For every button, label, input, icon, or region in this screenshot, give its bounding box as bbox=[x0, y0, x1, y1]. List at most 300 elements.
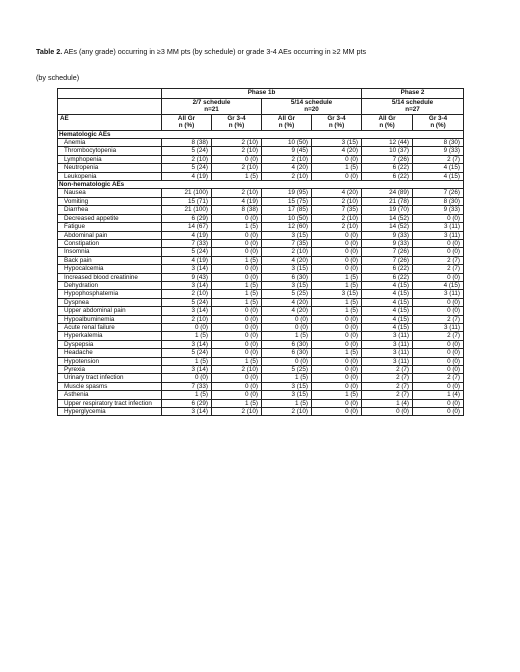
col-header-gr34 bbox=[413, 114, 464, 130]
value-cell: 2 (7) bbox=[362, 391, 413, 399]
table-row bbox=[58, 164, 464, 172]
value-cell: 5 (24) bbox=[162, 298, 212, 306]
value-cell: 10 (50) bbox=[262, 139, 312, 147]
value-cell: 7 (26) bbox=[362, 256, 413, 264]
value-cell: 0 (0) bbox=[413, 382, 464, 390]
value-cell: 2 (10) bbox=[312, 197, 362, 205]
value-cell: 0 (0) bbox=[212, 332, 262, 340]
value-cell: 1 (5) bbox=[312, 307, 362, 315]
value-cell: 1 (5) bbox=[212, 172, 262, 180]
all-gr-label: All Gr bbox=[177, 114, 196, 122]
value-cell: 6 (29) bbox=[162, 214, 212, 222]
gr34-label: Gr 3-4 bbox=[327, 114, 346, 122]
value-cell: 0 (0) bbox=[362, 408, 413, 416]
table-row bbox=[58, 315, 464, 323]
col-header-all-gr bbox=[362, 114, 413, 130]
value-cell: 1 (5) bbox=[312, 298, 362, 306]
value-cell: 0 (0) bbox=[312, 323, 362, 331]
value-cell: 2 (7) bbox=[362, 382, 413, 390]
value-cell: 6 (22) bbox=[362, 273, 413, 281]
value-cell: 21 (100) bbox=[162, 189, 212, 197]
value-cell: 0 (0) bbox=[413, 248, 464, 256]
value-cell: 0 (0) bbox=[212, 214, 262, 222]
header-row-columns bbox=[58, 114, 464, 130]
value-cell: 6 (30) bbox=[262, 349, 312, 357]
value-cell: 0 (0) bbox=[312, 231, 362, 239]
ae-name-cell: Urinary tract infection bbox=[58, 374, 162, 382]
value-cell: 1 (5) bbox=[262, 332, 312, 340]
value-cell: 7 (26) bbox=[413, 189, 464, 197]
value-cell: 0 (0) bbox=[212, 248, 262, 256]
value-cell: 0 (0) bbox=[312, 399, 362, 407]
value-cell: 2 (10) bbox=[262, 155, 312, 163]
value-cell: 1 (5) bbox=[212, 298, 262, 306]
value-cell: 1 (5) bbox=[162, 332, 212, 340]
value-cell: 2 (7) bbox=[413, 265, 464, 273]
value-cell: 4 (15) bbox=[413, 164, 464, 172]
table-caption bbox=[36, 39, 496, 91]
value-cell: 7 (35) bbox=[262, 239, 312, 247]
value-cell: 0 (0) bbox=[212, 265, 262, 273]
value-cell: 0 (0) bbox=[312, 265, 362, 273]
value-cell: 0 (0) bbox=[413, 307, 464, 315]
value-cell: 1 (4) bbox=[413, 391, 464, 399]
value-cell: 3 (11) bbox=[362, 340, 413, 348]
table-row bbox=[58, 273, 464, 281]
table-row bbox=[58, 206, 464, 214]
value-cell: 15 (71) bbox=[162, 197, 212, 205]
value-cell: 3 (14) bbox=[162, 408, 212, 416]
value-cell: 12 (44) bbox=[362, 139, 413, 147]
schedule-c-header bbox=[362, 99, 464, 115]
value-cell: 9 (43) bbox=[162, 273, 212, 281]
value-cell: 1 (5) bbox=[212, 223, 262, 231]
section-row bbox=[58, 130, 464, 138]
value-cell: 1 (5) bbox=[162, 357, 212, 365]
ae-name-cell: Thrombocytopenia bbox=[58, 147, 162, 155]
section-row bbox=[58, 181, 464, 189]
value-cell: 0 (0) bbox=[413, 340, 464, 348]
value-cell: 2 (10) bbox=[262, 408, 312, 416]
table-row bbox=[58, 374, 464, 382]
table-row bbox=[58, 307, 464, 315]
value-cell: 0 (0) bbox=[413, 214, 464, 222]
n-pct-label: n (%) bbox=[328, 122, 345, 130]
value-cell: 8 (38) bbox=[212, 206, 262, 214]
ae-name-cell: Lymphopenia bbox=[58, 155, 162, 163]
value-cell: 2 (10) bbox=[162, 315, 212, 323]
value-cell: 0 (0) bbox=[413, 349, 464, 357]
table-row bbox=[58, 382, 464, 390]
value-cell: 3 (11) bbox=[362, 349, 413, 357]
value-cell: 0 (0) bbox=[212, 340, 262, 348]
value-cell: 4 (15) bbox=[362, 323, 413, 331]
value-cell: 2 (10) bbox=[212, 147, 262, 155]
value-cell: 0 (0) bbox=[413, 408, 464, 416]
phase2-header: Phase 2 bbox=[362, 89, 464, 99]
value-cell: 0 (0) bbox=[212, 231, 262, 239]
value-cell: 10 (50) bbox=[262, 214, 312, 222]
value-cell: 4 (15) bbox=[413, 172, 464, 180]
value-cell: 12 (60) bbox=[262, 223, 312, 231]
header-row-phase bbox=[58, 89, 464, 99]
value-cell: 0 (0) bbox=[312, 256, 362, 264]
ae-name-cell: Constipation bbox=[58, 239, 162, 247]
value-cell: 8 (30) bbox=[413, 197, 464, 205]
caption-line-2: (by schedule) bbox=[36, 73, 80, 82]
value-cell: 0 (0) bbox=[162, 323, 212, 331]
value-cell: 0 (0) bbox=[312, 172, 362, 180]
ae-name-cell: Anemia bbox=[58, 139, 162, 147]
col-header-all-gr bbox=[262, 114, 312, 130]
value-cell: 21 (78) bbox=[362, 197, 413, 205]
n-pct-label: n (%) bbox=[379, 122, 395, 130]
table-row bbox=[58, 248, 464, 256]
value-cell: 3 (11) bbox=[362, 357, 413, 365]
value-cell: 4 (15) bbox=[413, 281, 464, 289]
value-cell: 6 (22) bbox=[362, 172, 413, 180]
value-cell: 0 (0) bbox=[312, 357, 362, 365]
value-cell: 0 (0) bbox=[312, 239, 362, 247]
value-cell: 0 (0) bbox=[212, 323, 262, 331]
value-cell: 0 (0) bbox=[413, 366, 464, 374]
value-cell: 3 (15) bbox=[262, 382, 312, 390]
value-cell: 0 (0) bbox=[312, 408, 362, 416]
value-cell: 4 (15) bbox=[362, 307, 413, 315]
value-cell: 4 (19) bbox=[162, 231, 212, 239]
value-cell: 8 (30) bbox=[413, 139, 464, 147]
ae-name-cell: Diarrhea bbox=[58, 206, 162, 214]
value-cell: 4 (20) bbox=[262, 256, 312, 264]
caption-text: AEs (any grade) occurring in ≥3 MM pts (by schedule) or grade 3-4 AEs occurring in ≥2 MM pts bbox=[62, 47, 367, 56]
section-title: Non-hematologic AEs bbox=[58, 181, 464, 189]
value-cell: 5 (24) bbox=[162, 349, 212, 357]
value-cell: 0 (0) bbox=[212, 382, 262, 390]
value-cell: 10 (37) bbox=[362, 147, 413, 155]
value-cell: 4 (20) bbox=[262, 307, 312, 315]
value-cell: 3 (15) bbox=[312, 290, 362, 298]
value-cell: 1 (4) bbox=[362, 399, 413, 407]
value-cell: 9 (33) bbox=[362, 231, 413, 239]
ae-name-cell: Abdominal pain bbox=[58, 231, 162, 239]
ae-name-cell: Hypotension bbox=[58, 357, 162, 365]
table-row bbox=[58, 155, 464, 163]
value-cell: 0 (0) bbox=[212, 155, 262, 163]
value-cell: 0 (0) bbox=[312, 374, 362, 382]
all-gr-label: All Gr bbox=[277, 114, 296, 122]
ae-name-cell: Insomnia bbox=[58, 248, 162, 256]
value-cell: 0 (0) bbox=[413, 239, 464, 247]
ae-column-header: AE bbox=[58, 114, 162, 130]
table-row bbox=[58, 366, 464, 374]
ae-name-cell: Decreased appetite bbox=[58, 214, 162, 222]
value-cell: 17 (85) bbox=[262, 206, 312, 214]
value-cell: 15 (75) bbox=[262, 197, 312, 205]
value-cell: 4 (15) bbox=[362, 281, 413, 289]
value-cell: 6 (30) bbox=[262, 273, 312, 281]
value-cell: 4 (15) bbox=[362, 315, 413, 323]
value-cell: 0 (0) bbox=[262, 315, 312, 323]
value-cell: 2 (7) bbox=[413, 332, 464, 340]
value-cell: 2 (10) bbox=[212, 408, 262, 416]
value-cell: 3 (15) bbox=[262, 391, 312, 399]
ae-name-cell: Hypocalcemia bbox=[58, 265, 162, 273]
value-cell: 0 (0) bbox=[312, 332, 362, 340]
value-cell: 0 (0) bbox=[312, 155, 362, 163]
value-cell: 7 (35) bbox=[312, 206, 362, 214]
value-cell: 4 (20) bbox=[262, 298, 312, 306]
table-row bbox=[58, 340, 464, 348]
table-row bbox=[58, 357, 464, 365]
value-cell: 14 (52) bbox=[362, 223, 413, 231]
col-header-gr34 bbox=[212, 114, 262, 130]
n-pct-label: n (%) bbox=[228, 122, 245, 130]
value-cell: 6 (30) bbox=[262, 340, 312, 348]
value-cell: 0 (0) bbox=[212, 349, 262, 357]
value-cell: 0 (0) bbox=[212, 273, 262, 281]
table-row bbox=[58, 189, 464, 197]
col-header-all-gr bbox=[162, 114, 212, 130]
value-cell: 3 (14) bbox=[162, 340, 212, 348]
ae-name-cell: Vomiting bbox=[58, 197, 162, 205]
ae-name-cell: Dyspnea bbox=[58, 298, 162, 306]
value-cell: 24 (89) bbox=[362, 189, 413, 197]
value-cell: 4 (20) bbox=[312, 189, 362, 197]
table-row bbox=[58, 265, 464, 273]
schedule-a-n: n=21 bbox=[204, 106, 219, 114]
value-cell: 0 (0) bbox=[312, 382, 362, 390]
value-cell: 9 (33) bbox=[413, 147, 464, 155]
schedule-c-n: n=27 bbox=[405, 106, 420, 114]
schedule-a-header bbox=[162, 99, 262, 115]
value-cell: 9 (33) bbox=[362, 239, 413, 247]
value-cell: 6 (29) bbox=[162, 399, 212, 407]
value-cell: 0 (0) bbox=[312, 366, 362, 374]
value-cell: 7 (26) bbox=[362, 155, 413, 163]
table-row bbox=[58, 256, 464, 264]
ae-name-cell: Hypophosphatemia bbox=[58, 290, 162, 298]
value-cell: 8 (38) bbox=[162, 139, 212, 147]
table-row bbox=[58, 399, 464, 407]
table-row bbox=[58, 332, 464, 340]
value-cell: 2 (7) bbox=[413, 155, 464, 163]
value-cell: 4 (20) bbox=[312, 147, 362, 155]
value-cell: 1 (5) bbox=[262, 374, 312, 382]
value-cell: 2 (7) bbox=[362, 366, 413, 374]
value-cell: 0 (0) bbox=[212, 239, 262, 247]
gr34-label: Gr 3-4 bbox=[227, 114, 246, 122]
value-cell: 0 (0) bbox=[212, 391, 262, 399]
n-pct-label: n (%) bbox=[178, 122, 195, 130]
ae-name-cell: Upper abdominal pain bbox=[58, 307, 162, 315]
value-cell: 0 (0) bbox=[413, 357, 464, 365]
ae-name-cell: Acute renal failure bbox=[58, 323, 162, 331]
table-row bbox=[58, 172, 464, 180]
table-row bbox=[58, 391, 464, 399]
value-cell: 4 (15) bbox=[362, 298, 413, 306]
value-cell: 3 (11) bbox=[413, 323, 464, 331]
value-cell: 3 (15) bbox=[262, 281, 312, 289]
value-cell: 4 (19) bbox=[162, 172, 212, 180]
value-cell: 2 (10) bbox=[162, 155, 212, 163]
ae-name-cell: Fatigue bbox=[58, 223, 162, 231]
value-cell: 2 (10) bbox=[162, 290, 212, 298]
value-cell: 2 (10) bbox=[262, 248, 312, 256]
value-cell: 1 (5) bbox=[262, 399, 312, 407]
value-cell: 0 (0) bbox=[212, 315, 262, 323]
header-row-schedule bbox=[58, 99, 464, 115]
table-row bbox=[58, 214, 464, 222]
table-body bbox=[58, 89, 464, 416]
ae-name-cell: Hyperkalemia bbox=[58, 332, 162, 340]
value-cell: 2 (7) bbox=[362, 374, 413, 382]
value-cell: 1 (5) bbox=[212, 399, 262, 407]
ae-name-cell: Increased blood creatinine bbox=[58, 273, 162, 281]
value-cell: 1 (5) bbox=[312, 349, 362, 357]
value-cell: 0 (0) bbox=[212, 374, 262, 382]
value-cell: 0 (0) bbox=[413, 273, 464, 281]
value-cell: 5 (24) bbox=[162, 147, 212, 155]
value-cell: 9 (33) bbox=[413, 206, 464, 214]
value-cell: 4 (19) bbox=[162, 256, 212, 264]
value-cell: 4 (20) bbox=[262, 164, 312, 172]
value-cell: 0 (0) bbox=[312, 248, 362, 256]
value-cell: 0 (0) bbox=[413, 298, 464, 306]
value-cell: 3 (11) bbox=[413, 231, 464, 239]
schedule-c-label: 5/14 schedule bbox=[391, 99, 434, 106]
col-header-gr34 bbox=[312, 114, 362, 130]
value-cell: 14 (67) bbox=[162, 223, 212, 231]
value-cell: 5 (25) bbox=[262, 290, 312, 298]
value-cell: 3 (15) bbox=[262, 265, 312, 273]
value-cell: 14 (52) bbox=[362, 214, 413, 222]
table-row bbox=[58, 139, 464, 147]
gr34-label: Gr 3-4 bbox=[428, 114, 448, 122]
value-cell: 1 (5) bbox=[312, 164, 362, 172]
value-cell: 3 (15) bbox=[262, 231, 312, 239]
ae-name-cell: Back pain bbox=[58, 256, 162, 264]
value-cell: 3 (14) bbox=[162, 307, 212, 315]
table-row bbox=[58, 323, 464, 331]
value-cell: 2 (10) bbox=[312, 214, 362, 222]
ae-name-cell: Hypoalbuminemia bbox=[58, 315, 162, 323]
value-cell: 19 (95) bbox=[262, 189, 312, 197]
value-cell: 1 (5) bbox=[312, 391, 362, 399]
value-cell: 2 (7) bbox=[413, 256, 464, 264]
value-cell: 0 (0) bbox=[413, 399, 464, 407]
schedule-b-header bbox=[262, 99, 362, 115]
value-cell: 2 (7) bbox=[413, 315, 464, 323]
value-cell: 3 (15) bbox=[312, 139, 362, 147]
value-cell: 3 (14) bbox=[162, 265, 212, 273]
value-cell: 1 (5) bbox=[312, 273, 362, 281]
value-cell: 1 (5) bbox=[162, 391, 212, 399]
table-row bbox=[58, 349, 464, 357]
value-cell: 5 (24) bbox=[162, 164, 212, 172]
ae-name-cell: Nausea bbox=[58, 189, 162, 197]
schedule-b-n: n=20 bbox=[304, 106, 319, 114]
table-row bbox=[58, 290, 464, 298]
value-cell: 3 (11) bbox=[362, 332, 413, 340]
value-cell: 1 (5) bbox=[212, 290, 262, 298]
table-row bbox=[58, 408, 464, 416]
section-title: Hematologic AEs bbox=[58, 130, 464, 138]
ae-name-cell: Muscle spasms bbox=[58, 382, 162, 390]
value-cell: 2 (10) bbox=[212, 139, 262, 147]
table-row bbox=[58, 239, 464, 247]
ae-name-cell: Pyrexia bbox=[58, 366, 162, 374]
header-blank-cell bbox=[58, 99, 162, 115]
value-cell: 21 (100) bbox=[162, 206, 212, 214]
ae-name-cell: Asthenia bbox=[58, 391, 162, 399]
ae-name-cell: Leukopenia bbox=[58, 172, 162, 180]
value-cell: 0 (0) bbox=[262, 357, 312, 365]
value-cell: 1 (5) bbox=[212, 281, 262, 289]
value-cell: 0 (0) bbox=[162, 374, 212, 382]
value-cell: 2 (10) bbox=[212, 366, 262, 374]
caption-label: Table 2. bbox=[36, 47, 63, 56]
value-cell: 3 (14) bbox=[162, 366, 212, 374]
table-row bbox=[58, 197, 464, 205]
table-row bbox=[58, 223, 464, 231]
n-pct-label: n (%) bbox=[430, 122, 446, 130]
table-row bbox=[58, 298, 464, 306]
schedule-b-label: 5/14 schedule bbox=[290, 99, 333, 106]
value-cell: 2 (10) bbox=[212, 189, 262, 197]
value-cell: 19 (70) bbox=[362, 206, 413, 214]
ae-name-cell: Dyspepsia bbox=[58, 340, 162, 348]
header-blank-cell bbox=[58, 89, 162, 99]
value-cell: 3 (14) bbox=[162, 281, 212, 289]
ae-name-cell: Dehydration bbox=[58, 281, 162, 289]
value-cell: 4 (19) bbox=[212, 197, 262, 205]
ae-name-cell: Hyperglycemia bbox=[58, 408, 162, 416]
value-cell: 1 (5) bbox=[212, 256, 262, 264]
value-cell: 6 (22) bbox=[362, 265, 413, 273]
value-cell: 7 (33) bbox=[162, 382, 212, 390]
value-cell: 5 (25) bbox=[262, 366, 312, 374]
value-cell: 2 (10) bbox=[212, 164, 262, 172]
value-cell: 3 (11) bbox=[413, 290, 464, 298]
table-row bbox=[58, 281, 464, 289]
value-cell: 2 (10) bbox=[312, 223, 362, 231]
value-cell: 1 (5) bbox=[212, 357, 262, 365]
value-cell: 5 (24) bbox=[162, 248, 212, 256]
phase1b-header: Phase 1b bbox=[162, 89, 362, 99]
table-row bbox=[58, 147, 464, 155]
value-cell: 6 (22) bbox=[362, 164, 413, 172]
ae-name-cell: Headache bbox=[58, 349, 162, 357]
value-cell: 7 (33) bbox=[162, 239, 212, 247]
value-cell: 9 (45) bbox=[262, 147, 312, 155]
value-cell: 2 (10) bbox=[262, 172, 312, 180]
value-cell: 3 (11) bbox=[413, 223, 464, 231]
table-row bbox=[58, 231, 464, 239]
adverse-events-table bbox=[57, 88, 464, 416]
n-pct-label: n (%) bbox=[278, 122, 295, 130]
all-gr-label: All Gr bbox=[378, 114, 396, 122]
value-cell: 0 (0) bbox=[212, 307, 262, 315]
value-cell: 0 (0) bbox=[312, 315, 362, 323]
value-cell: 0 (0) bbox=[262, 323, 312, 331]
ae-name-cell: Upper respiratory tract infection bbox=[58, 399, 162, 407]
value-cell: 7 (26) bbox=[362, 248, 413, 256]
value-cell: 2 (7) bbox=[413, 374, 464, 382]
caption-line-1 bbox=[36, 39, 496, 65]
value-cell: 1 (5) bbox=[312, 281, 362, 289]
ae-name-cell: Neutropenia bbox=[58, 164, 162, 172]
schedule-a-label: 2/7 schedule bbox=[192, 99, 231, 106]
